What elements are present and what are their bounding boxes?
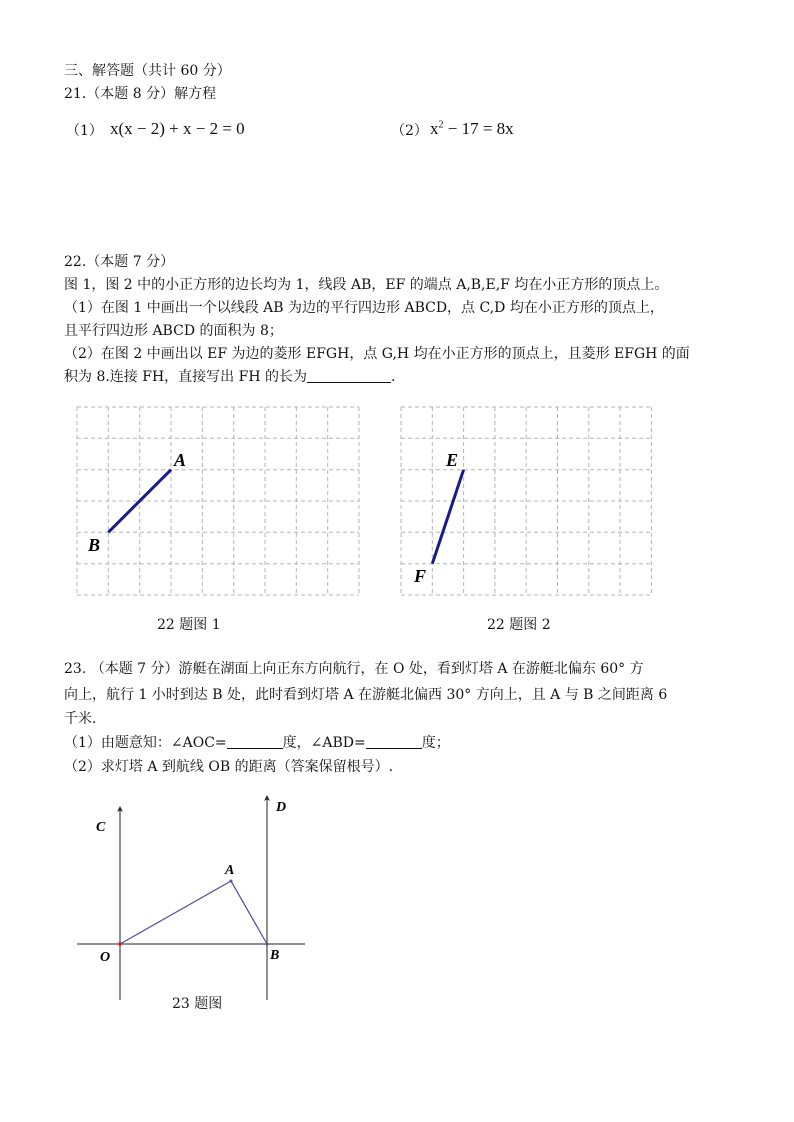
- fig22-1-grid: [77, 407, 359, 595]
- q21-part2-equation: [430, 119, 514, 139]
- q21-title: 21.（本题 8 分）解方程: [64, 86, 217, 102]
- q23-line2: 向上，航行 1 小时到达 B 处，此时看到灯塔 A 在游艇北偏西 30° 方向上，且 A 与 B 之间距离 6: [64, 687, 668, 703]
- point-o: [118, 942, 122, 946]
- fig22-2: [396, 400, 658, 600]
- q23-line4-c: 度；: [421, 735, 450, 751]
- q21-part2-exponent: 2: [438, 119, 444, 131]
- fig23-caption: 23 题图: [172, 996, 223, 1012]
- q21-part2-rest: − 17 = 8x: [443, 119, 514, 138]
- segment-ef: [432, 470, 463, 564]
- fh-answer-blank[interactable]: [307, 368, 391, 383]
- fig22-1: [70, 400, 370, 600]
- fig22-2-caption: 22 题图 2: [487, 617, 551, 633]
- point-o-label: O: [100, 950, 111, 965]
- point-a: [230, 880, 233, 883]
- q23-line1: 23. （本题 7 分）游艇在湖面上向正东方向航行，在 O 处，看到灯塔 A 在游艇北偏东 60° 方: [64, 661, 644, 677]
- q21-part2-var: x: [430, 119, 439, 138]
- q22-line3: 且平行四边形 ABCD 的面积为 8；: [64, 323, 283, 339]
- q22-line2: （1）在图 1 中画出一个以线段 AB 为边的平行四边形 ABCD，点 C,D 均在小正方形的顶点上，: [64, 300, 664, 316]
- point-a-label: A: [174, 450, 187, 470]
- fig23: [70, 795, 320, 1005]
- q21-part1-equation: x(x − 2) + x − 2 = 0: [110, 119, 245, 138]
- q23-line4-a: （1）由题意知：∠AOC=: [64, 735, 227, 751]
- q22-line4: （2）在图 2 中画出以 EF 为边的菱形 EFGH，点 G,H 均在小正方形的顶点上，且菱形 EFGH 的面: [64, 346, 690, 362]
- point-b: [266, 943, 269, 946]
- q21-part1-label: （1）: [66, 123, 103, 139]
- segment-oa: [120, 881, 231, 944]
- q22-line5-text: 积为 8.连接 FH，直接写出 FH 的长为: [64, 369, 308, 385]
- fig22-2-grid: [401, 407, 651, 595]
- point-f-label: F: [414, 566, 427, 586]
- point-a-label-fig23: A: [225, 863, 235, 878]
- section-header: 三、解答题（共计 60 分）: [64, 63, 231, 79]
- q22-line1: 图 1，图 2 中的小正方形的边长均为 1，线段 AB，EF 的端点 A,B,E,F 均在小正方形的顶点上。: [64, 277, 669, 293]
- fig22-1-caption: 22 题图 1: [157, 617, 221, 633]
- q21-part2-label: （2）: [391, 123, 428, 139]
- abd-answer-blank[interactable]: [366, 734, 422, 749]
- q23-line5: （2）求灯塔 A 到航线 OB 的距离（答案保留根号）.: [64, 759, 394, 775]
- q23-line3: 千米.: [64, 711, 97, 727]
- point-d-label: D: [276, 800, 287, 815]
- segment-ab-fig23: [231, 881, 267, 944]
- point-e-label: E: [446, 450, 459, 470]
- q23-line4: [64, 734, 450, 752]
- aoc-answer-blank[interactable]: [227, 734, 283, 749]
- q22-line5: [64, 368, 395, 386]
- point-b-label-fig23: B: [270, 948, 280, 963]
- q22-title: 22.（本题 7 分）: [64, 254, 175, 270]
- q22-line5-end: .: [391, 369, 396, 385]
- point-c-label: C: [96, 820, 106, 835]
- point-b-label: B: [88, 535, 101, 555]
- q23-line4-b: 度，∠ABD=: [282, 735, 366, 751]
